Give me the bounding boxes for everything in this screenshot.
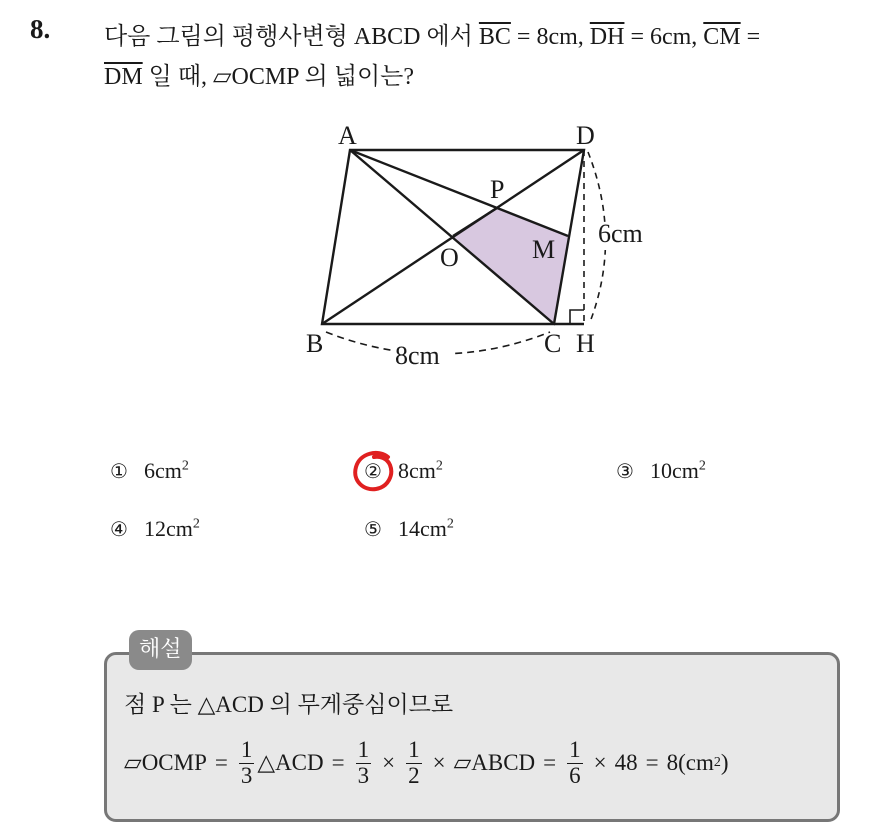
fraction-1-6: $\frac{1}{6}$ — [569, 737, 581, 788]
choice-1[interactable]: ① $6cm^2$ — [110, 458, 189, 483]
segment-dh: $\overline{DH}$ — [589, 24, 625, 50]
label-dh-length: 6cm — [598, 219, 643, 248]
label-m: M — [532, 235, 556, 264]
segment-dm: $\overline{DM}$ — [104, 64, 143, 90]
label-c: C — [544, 329, 562, 358]
choice-3[interactable]: ③ $10cm^2$ — [616, 458, 706, 483]
label-b: B — [306, 329, 324, 358]
segment-bc: $\overline{BC}$ — [478, 24, 511, 50]
question-line-1: 다음 그림의 평행사변형 ABCD 에서 $\overline{BC} = 8cm$, $\overline{DH} = 6cm$, $\overline{CM}$ = — [104, 24, 761, 50]
fraction-1-3: $\frac{1}{3}$ — [240, 737, 253, 788]
label-a: A — [338, 121, 357, 150]
question-line-2: $\overline{DM}$ 일 때, ▱OCMP 의 넓이는? — [104, 64, 415, 90]
label-bc-length: 8cm — [395, 341, 440, 370]
question-number: 8. — [30, 14, 51, 44]
segment-cm: $\overline{CM}$ — [703, 24, 741, 50]
solution-tag: 해설 — [129, 630, 192, 670]
fraction-1-2: $\frac{1}{2}$ — [408, 737, 420, 788]
label-h: H — [576, 329, 595, 358]
choice-2[interactable]: ② $8cm^2$ — [364, 458, 443, 483]
label-d: D — [576, 121, 595, 150]
right-angle-mark — [570, 310, 584, 324]
choice-5[interactable]: ⑤ $14cm^2$ — [364, 516, 454, 541]
fraction-1-3-b: $\frac{1}{3}$ — [357, 737, 370, 788]
choice-4[interactable]: ④ $12cm^2$ — [110, 516, 200, 541]
label-p: P — [490, 175, 505, 204]
parallelogram-figure — [300, 112, 680, 382]
segment-am — [350, 150, 568, 236]
solution-equation: ▱OCMP = $\frac{1}{3}$ △ACD = $\frac{1}{3}$ × $\frac{1}{2}$ × ▱ABCD = $\frac{1}{6}$ × 48 = 8(cm 2 ) — [124, 737, 729, 788]
solution-line-1: 점 P 는 △ACD 의 무게중심이므로 — [124, 692, 454, 717]
label-o: O — [440, 243, 459, 272]
